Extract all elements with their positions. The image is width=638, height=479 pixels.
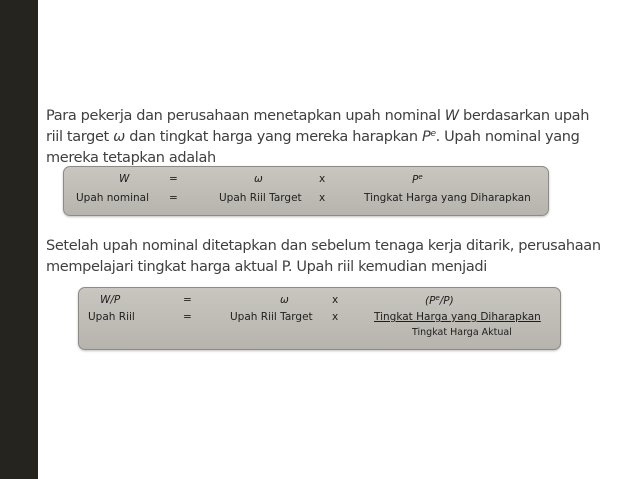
eq2-expected-price-numerator: Tingkat Harga yang Diharapkan: [374, 311, 541, 323]
eq1-omega-symbol: ω: [254, 173, 263, 185]
eq2-equals-symbol: =: [183, 294, 192, 306]
para1-symbol-omega: ω: [113, 129, 125, 145]
eq1-equals-label: =: [169, 192, 178, 204]
eq1-lhs-label: Upah nominal: [76, 192, 150, 204]
para1-text-4: . Upah nominal yang mereka tetapkan adalah: [46, 129, 580, 166]
eq2-times-label: x: [332, 311, 339, 323]
eq1-p-symbol: P: [412, 174, 419, 186]
para1-symbol-p: P: [422, 129, 431, 145]
para1-text-3: dan tingkat harga yang mereka harapkan: [124, 129, 423, 145]
left-accent-bar: [0, 0, 38, 479]
eq2-equals-label: =: [183, 311, 192, 323]
para1-text-1: Para pekerja dan perusahaan menetapkan upah nominal: [46, 108, 445, 124]
eq2-close-p: /P): [439, 295, 454, 307]
eq1-target-real-wage-label: Upah Riil Target: [219, 192, 302, 204]
para1-text-2: berdasarkan upah riil target: [46, 108, 590, 145]
eq1-times-label: x: [319, 192, 326, 204]
eq1-lhs-symbol: W: [119, 173, 130, 185]
eq2-actual-price-denominator: Tingkat Harga Aktual: [412, 327, 512, 338]
eq2-open-p: (P: [425, 295, 436, 307]
eq2-lhs-label: Upah Riil: [88, 311, 135, 323]
eq1-pe-symbol: [412, 173, 423, 186]
para1-symbol-e: e: [430, 129, 436, 139]
eq2-e-symbol: e: [435, 294, 440, 302]
eq1-equals-symbol: =: [169, 173, 178, 185]
eq2-omega-symbol: ω: [280, 294, 289, 306]
nominal-wage-equation-box: [63, 166, 549, 216]
eq1-times-symbol: x: [319, 173, 326, 185]
eq2-times-symbol: x: [332, 294, 339, 306]
para1-symbol-w: W: [444, 108, 459, 124]
real-wage-equation-box: [78, 287, 561, 350]
eq2-target-real-wage-label: Upah Riil Target: [230, 311, 313, 323]
eq1-expected-price-label: Tingkat Harga yang Diharapkan: [364, 192, 531, 204]
eq2-lhs-symbol: W/P: [100, 294, 121, 306]
eq2-ratio-symbol: [425, 294, 454, 307]
intro-paragraph: [46, 106, 606, 169]
eq1-e-symbol: e: [418, 173, 423, 181]
second-paragraph: Setelah upah nominal ditetapkan dan sebelum tenaga kerja ditarik, perusahaan mempelajari tingkat harga aktual P. Upah riil kemudian menjadi: [46, 238, 601, 275]
